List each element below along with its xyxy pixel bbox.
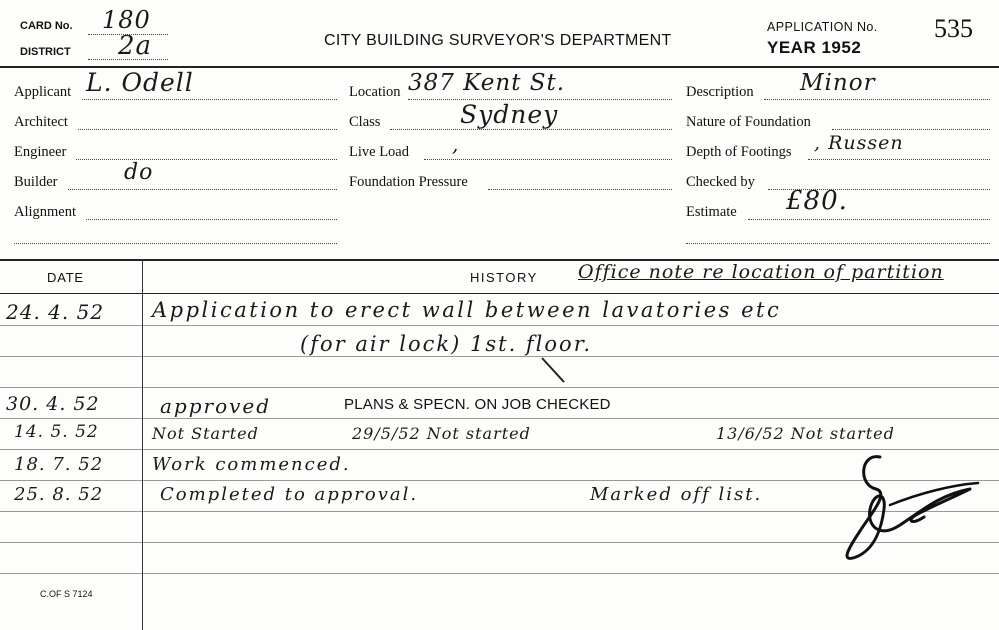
entry-date: 25. 8. 52 bbox=[14, 484, 104, 505]
class-line bbox=[390, 129, 672, 130]
builder-label: Builder bbox=[14, 174, 58, 190]
entry-text: Completed to approval. bbox=[160, 484, 419, 505]
depth-line bbox=[808, 159, 990, 160]
description-line bbox=[764, 99, 990, 100]
nature-line bbox=[832, 129, 990, 130]
entry-text: Marked off list. bbox=[590, 484, 763, 505]
table-rule bbox=[0, 418, 999, 419]
entry-text: Not Started bbox=[152, 424, 259, 443]
col3-extra-line bbox=[686, 243, 990, 244]
entry-text: Application to erect wall between lavatories etc bbox=[152, 298, 782, 322]
entry-date: 18. 7. 52 bbox=[14, 454, 104, 475]
applicant-value: L. Odell bbox=[86, 68, 194, 97]
department-title: CITY BUILDING SURVEYOR'S DEPARTMENT bbox=[324, 32, 672, 49]
district-line bbox=[88, 59, 168, 60]
live-load-value: , bbox=[452, 132, 460, 156]
entry-text: 29/5/52 Not started bbox=[352, 424, 531, 443]
engineer-label: Engineer bbox=[14, 144, 67, 160]
architect-label: Architect bbox=[14, 114, 68, 130]
district-value: 2a bbox=[118, 31, 153, 61]
foundation-pressure-label: Foundation Pressure bbox=[349, 174, 468, 190]
plans-checked-stamp: PLANS & SPECN. ON JOB CHECKED bbox=[344, 396, 611, 413]
application-no-label: APPLICATION No. bbox=[767, 20, 878, 34]
location-label: Location bbox=[349, 84, 401, 100]
entry-text: (for air lock) 1st. floor. bbox=[300, 332, 593, 356]
entry-text: Work commenced. bbox=[152, 454, 351, 475]
date-column-divider bbox=[142, 259, 143, 630]
builder-value: do bbox=[124, 160, 154, 185]
table-header-divider bbox=[0, 293, 999, 294]
location-value: 387 Kent St. bbox=[408, 70, 566, 96]
entry-date: 30. 4. 52 bbox=[6, 393, 100, 415]
nature-label: Nature of Foundation bbox=[686, 114, 811, 130]
alignment-label: Alignment bbox=[14, 204, 77, 220]
form-code: C.OF S 7124 bbox=[40, 589, 93, 599]
district-label: DISTRICT bbox=[20, 46, 71, 58]
estimate-line bbox=[748, 219, 990, 220]
depth-label: Depth of Footings bbox=[686, 144, 792, 160]
checked-label: Checked by bbox=[686, 174, 755, 190]
estimate-value: £80. bbox=[786, 186, 848, 216]
date-header: DATE bbox=[47, 270, 84, 285]
table-rule bbox=[0, 356, 999, 357]
col1-extra-line bbox=[14, 243, 337, 244]
card-no-label: CARD No. bbox=[20, 20, 73, 32]
table-rule bbox=[0, 387, 999, 388]
history-note: Office note re location of partition bbox=[578, 261, 944, 283]
builder-line bbox=[68, 189, 337, 190]
depth-value: , Russen bbox=[814, 132, 904, 154]
description-label: Description bbox=[686, 84, 754, 100]
engineer-line bbox=[76, 159, 337, 160]
class-label: Class bbox=[349, 114, 381, 130]
applicant-label: Applicant bbox=[14, 84, 72, 100]
entry-date: 24. 4. 52 bbox=[6, 300, 105, 324]
entry-text: 13/6/52 Not started bbox=[716, 424, 895, 443]
signature-mark bbox=[820, 445, 990, 575]
estimate-label: Estimate bbox=[686, 204, 737, 220]
year-label: YEAR 1952 bbox=[767, 38, 862, 57]
stray-mark bbox=[540, 356, 570, 386]
class-value: Sydney bbox=[460, 100, 559, 129]
card-no-value: 180 bbox=[102, 6, 151, 34]
alignment-line bbox=[86, 219, 337, 220]
foundation-pressure-line bbox=[488, 189, 672, 190]
application-no-value: 535 bbox=[934, 14, 973, 43]
description-value: Minor bbox=[800, 70, 876, 96]
live-load-label: Live Load bbox=[349, 144, 409, 160]
entry-date: 14. 5. 52 bbox=[14, 422, 99, 442]
entry-text: approved bbox=[160, 394, 272, 418]
live-load-line bbox=[424, 159, 672, 160]
table-rule bbox=[0, 325, 999, 326]
applicant-line bbox=[82, 99, 337, 100]
architect-line bbox=[78, 129, 337, 130]
history-header: HISTORY bbox=[470, 270, 538, 285]
